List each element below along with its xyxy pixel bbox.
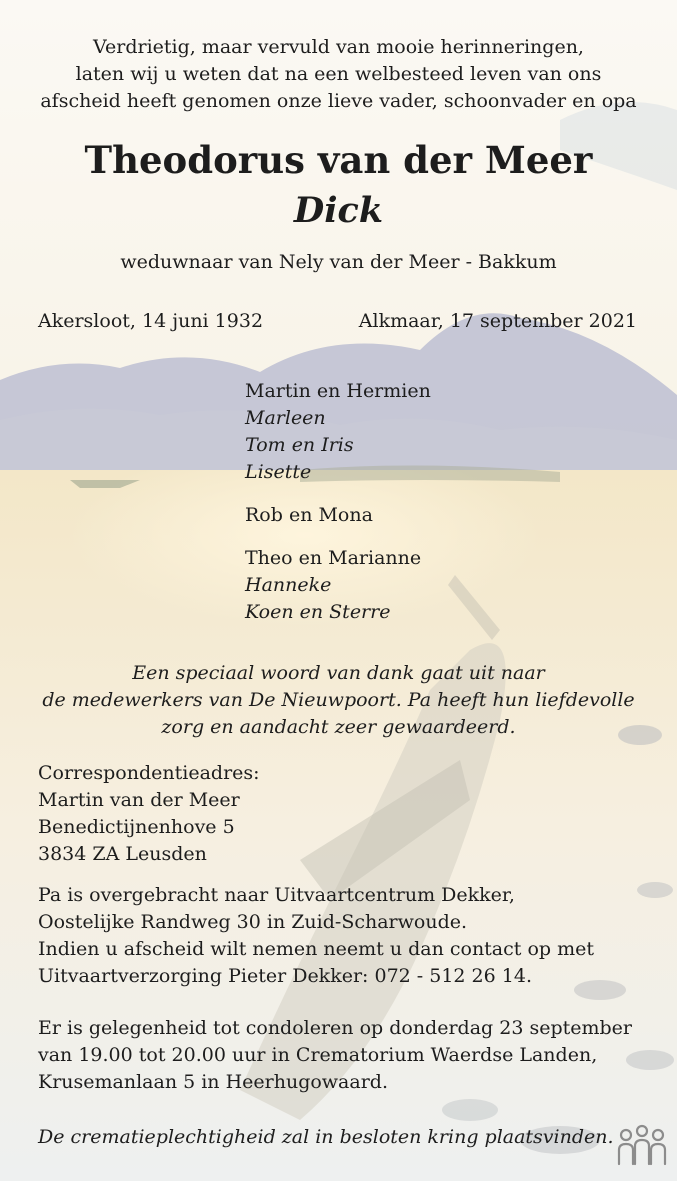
transfer-line: Indien u afscheid wilt nemen neemt u dan contact op met — [38, 938, 594, 960]
deceased-name: Theodorus van der Meer — [84, 138, 593, 182]
thanks-line: zorg en aandacht zeer gewaardeerd. — [161, 716, 516, 738]
death-line: Alkmaar, 17 september 2021 — [358, 310, 637, 332]
family-member: Tom en Iris — [245, 434, 354, 456]
family-member: Martin en Hermien — [245, 380, 431, 402]
birth-line: Akersloot, 14 juni 1932 — [38, 310, 264, 332]
condolence-line: Er is gelegenheid tot condoleren op donderdag 23 september — [38, 1017, 633, 1039]
condolence-line: van 19.00 tot 20.00 uur in Crematorium Waerdse Landen, — [38, 1044, 598, 1066]
deceased-nickname: Dick — [293, 190, 384, 231]
spouse-line: weduwnaar van Nely van der Meer - Bakkum — [120, 251, 557, 273]
family-member: Hanneke — [245, 574, 332, 596]
closing-line: De crematieplechtigheid zal in besloten kring plaatsvinden. — [38, 1126, 614, 1148]
condolence-line: Krusemanlaan 5 in Heerhugowaard. — [38, 1071, 388, 1093]
thanks-line: Een speciaal woord van dank gaat uit naar — [132, 662, 545, 684]
intro-line: Verdrietig, maar vervuld van mooie herinneringen, — [93, 36, 584, 58]
people-logo-icon — [616, 1124, 668, 1170]
transfer-line: Pa is overgebracht naar Uitvaartcentrum Dekker, — [38, 884, 515, 906]
intro-line: laten wij u weten dat na een welbesteed leven van ons — [75, 63, 602, 85]
correspondence-line: Martin van der Meer — [38, 789, 240, 811]
family-member: Rob en Mona — [245, 504, 373, 526]
family-member: Lisette — [245, 461, 312, 483]
intro-line: afscheid heeft genomen onze lieve vader, schoonvader en opa — [40, 90, 637, 112]
family-member: Koen en Sterre — [245, 601, 391, 623]
transfer-line: Uitvaartverzorging Pieter Dekker: 072 - 512 26 14. — [38, 965, 532, 987]
thanks-line: de medewerkers van De Nieuwpoort. Pa heeft hun liefdevolle — [42, 689, 635, 711]
transfer-line: Oostelijke Randweg 30 in Zuid-Scharwoude. — [38, 911, 468, 933]
correspondence-line: 3834 ZA Leusden — [38, 843, 207, 865]
correspondence-line: Benedictijnenhove 5 — [38, 816, 235, 838]
family-member: Theo en Marianne — [245, 547, 422, 569]
correspondence-line: Correspondentieadres: — [38, 762, 260, 784]
family-member: Marleen — [245, 407, 326, 429]
